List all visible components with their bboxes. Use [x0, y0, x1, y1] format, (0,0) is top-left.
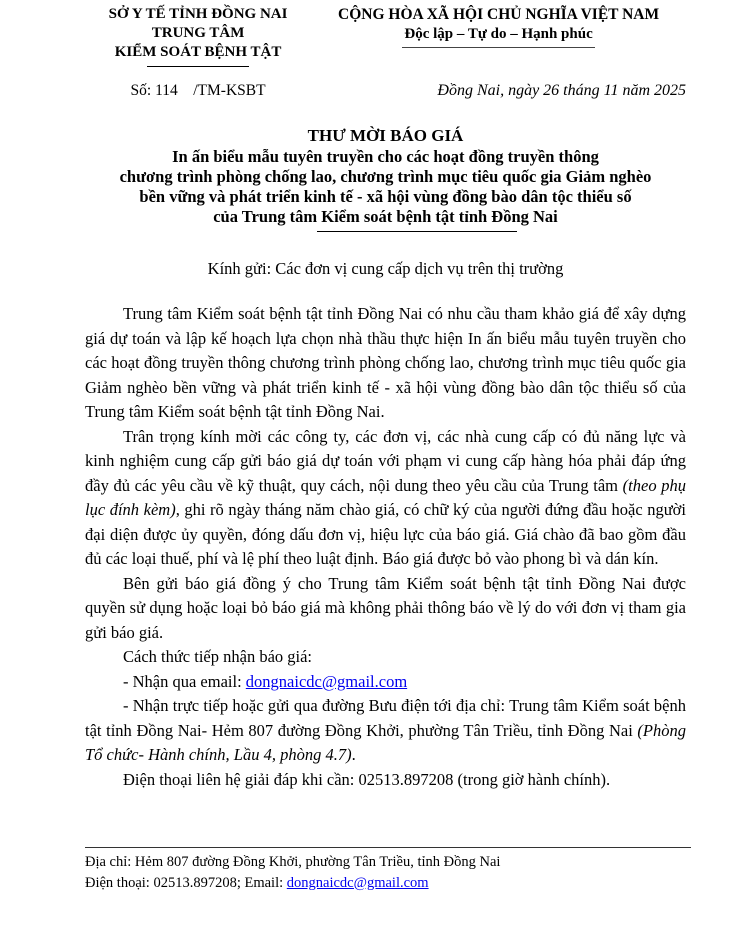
paragraph-reception-heading: Cách thức tiếp nhận báo giá: [123, 647, 313, 666]
document-title-block [85, 125, 686, 232]
paragraph-invitation-end: , ghi rõ ngày tháng năm chào giá, có chữ ký của người đứng đầu hoặc người đại diện được ủy quyền, đóng dấu đơn vị, hiệu lực của báo giá. Giá chào đã bao gồm đầu đủ các loại thuế, phí và lệ phí theo luật định. Báo giá được bỏ vào phong bì và dán kín. [85, 500, 686, 568]
parent-dept-name: SỞ Y TẾ TỈNH ĐỒNG NAI [108, 6, 288, 22]
paragraph-invitation-start: Trân trọng kính mời các công ty, các đơn vị, các nhà cung cấp có đủ năng lực và kinh nghiệm cung cấp gửi báo giá dự toán với phạm vi cung cấp hàng hóa phải đáp ứng đầy đủ các yêu cầu về kỹ thuật, quy cách, nội dung theo yêu cầu của Trung tâm [85, 426, 686, 495]
org-name-line1: TRUNG TÂM [151, 25, 245, 41]
footer-contact [85, 873, 691, 894]
email-link[interactable]: dongnaicdc@gmail.com [245, 671, 408, 691]
issuing-org-block [85, 5, 311, 67]
org-name-line2: KIỂM SOÁT BỆNH TẬT [114, 44, 282, 60]
org-name-underline [147, 66, 249, 67]
postal-option-italic-room: (Phòng Tổ chức- Hành chính, Lầu 4, phòng 4.7) [85, 720, 686, 764]
title-divider-line [317, 231, 517, 232]
document-body [85, 302, 686, 792]
country-motto-line2: Độc lập – Tự do – Hạnh phúc [402, 24, 594, 48]
paragraph-invitation [85, 425, 686, 572]
document-number: Số: 114 /TM-KSBT [130, 82, 266, 99]
footer-address: Địa chỉ: Hẻm 807 đường Đồng Khởi, phường Tân Triều, tỉnh Đồng Nai [85, 854, 501, 870]
paragraph-email-option [85, 670, 686, 695]
document-subtitle-line3: bền vững và phát triển kinh tế - xã hội vùng đồng bào dân tộc thiểu số [139, 187, 632, 206]
email-option-label: - Nhận qua email: [123, 671, 246, 691]
national-heading-block [311, 5, 686, 67]
document-footer [85, 847, 691, 893]
paragraph-phone-contact: Điện thoại liên hệ giải đáp khi cần: 02513.897208 (trong giờ hành chính). [123, 769, 611, 789]
paragraph-postal-option [85, 694, 686, 768]
paragraph-rights: Bên gửi báo giá đồng ý cho Trung tâm Kiểm soát bệnh tật tỉnh Đồng Nai được quyền sử dụng hoặc loại bỏ báo giá mà không phải thông báo về lý do với đơn vị tham gia gửi báo giá. [85, 573, 686, 642]
footer-email-link[interactable]: dongnaicdc@gmail.com [286, 874, 429, 891]
salutation-line: Kính gửi: Các đơn vị cung cấp dịch vụ trên thị trường [207, 259, 564, 278]
document-subtitle-line1: In ấn biểu mẫu tuyên truyền cho các hoạt đồng truyền thông [172, 147, 599, 166]
document-subtitle-line4: của Trung tâm Kiểm soát bệnh tật tỉnh Đồng Nai [213, 207, 558, 226]
paragraph-invitation-italic-note: (theo phụ lục đính kèm) [85, 475, 686, 519]
document-title: THƯ MỜI BÁO GIÁ [307, 126, 464, 145]
postal-option-start: - Nhận trực tiếp hoặc gửi qua đường Bưu điện tới địa chỉ: Trung tâm Kiểm soát bệnh tật tỉnh Đồng Nai- Hẻm 807 đường Đồng Khởi, phường Tân Triều, tỉnh Đồng Nai [85, 696, 686, 740]
document-header [85, 5, 686, 67]
place-and-date: Đồng Nai, ngày 26 tháng 11 năm 2025 [437, 82, 686, 99]
postal-option-end: . [351, 745, 356, 764]
document-meta-row [85, 82, 686, 100]
document-subtitle-line2: chương trình phòng chống lao, chương trình mục tiêu quốc gia Giảm nghèo [119, 167, 652, 186]
country-motto-line1: CỘNG HÒA XÃ HỘI CHỦ NGHĨA VIỆT NAM [338, 6, 660, 23]
footer-contact-label: Điện thoại: 02513.897208; Email: [85, 874, 287, 891]
paragraph-intro: Trung tâm Kiểm soát bệnh tật tỉnh Đồng Nai có nhu cầu tham khảo giá để xây dựng giá dự toán và lập kế hoạch lựa chọn nhà thầu thực hiện In ấn biểu mẫu tuyên truyền cho các hoạt đồng truyền thông chương trình phòng chống lao, chương trình mục tiêu quốc gia Giảm nghèo bền vững và phát triển kinh tế - xã hội vùng đồng bào dân tộc thiểu số của Trung tâm Kiểm soát bệnh tật tỉnh Đồng Nai. [85, 304, 686, 421]
